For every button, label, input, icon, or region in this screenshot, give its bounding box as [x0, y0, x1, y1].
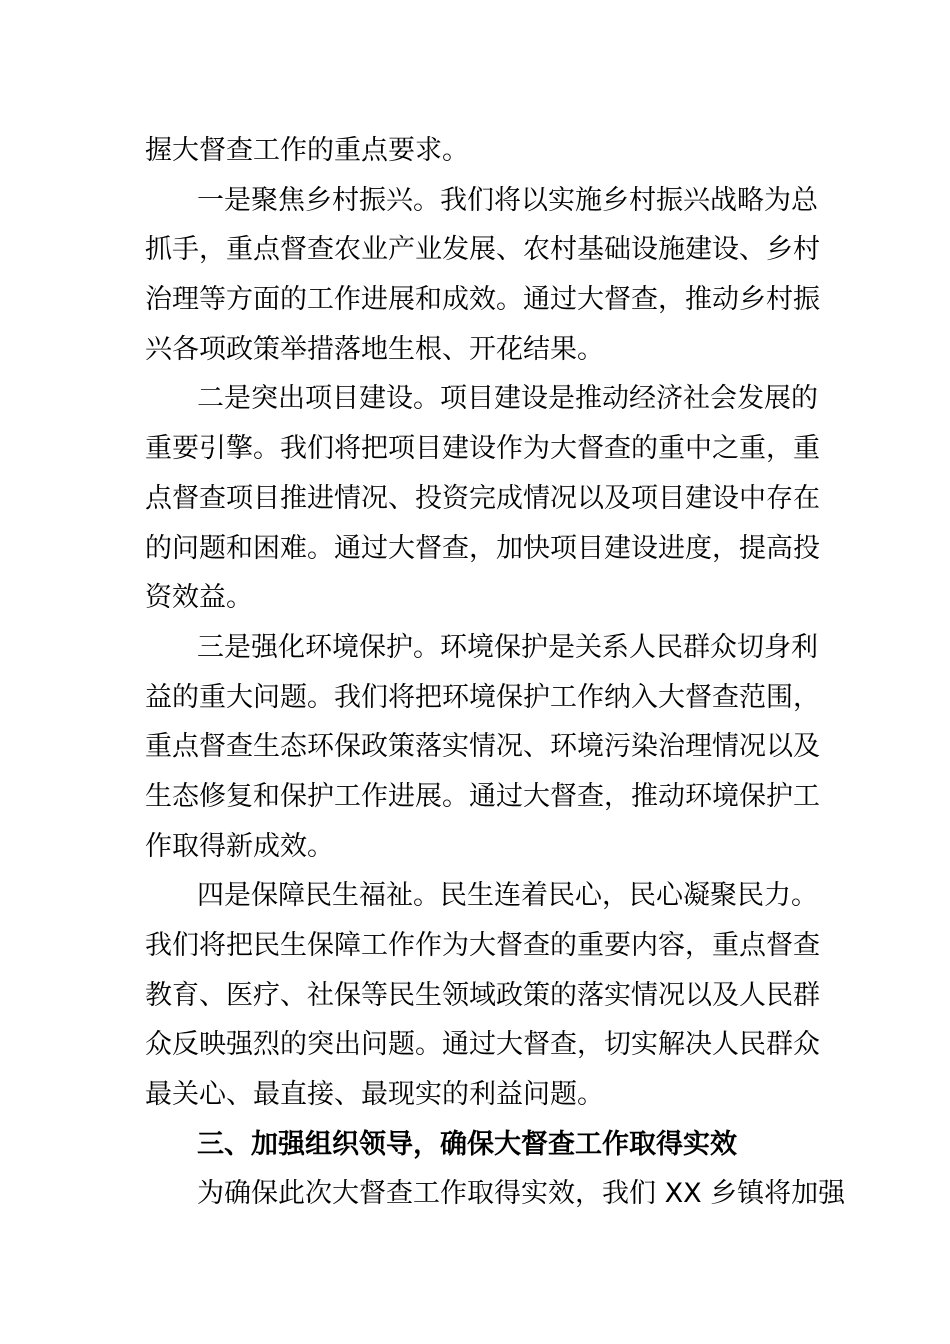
text-line: 教育、医疗、社保等民生领域政策的落实情况以及人民群 [145, 979, 820, 1011]
text-line: 众反映强烈的突出问题。通过大督查，切实解决人民群众 [145, 1029, 820, 1061]
text-line: 治理等方面的工作进展和成效。通过大督查，推动乡村振 [145, 284, 820, 316]
text-line: 重点督查生态环保政策落实情况、环境污染治理情况以及 [145, 731, 820, 763]
text-line: 最关心、最直接、最现实的利益问题。 [145, 1079, 604, 1111]
text-line: 兴各项政策举措落地生根、开花结果。 [145, 333, 604, 365]
paragraph-start-line: 三是强化环境保护。环境保护是关系人民群众切身利 [197, 631, 818, 663]
paragraph-start-line: 二是突出项目建设。项目建设是推动经济社会发展的 [197, 383, 818, 415]
paragraph-start-line: 一是聚焦乡村振兴。我们将以实施乡村振兴战略为总 [197, 184, 818, 216]
text-line: 益的重大问题。我们将把环境保护工作纳入大督查范围， [145, 681, 820, 713]
text-line: 握大督查工作的重点要求。 [145, 135, 469, 166]
section-heading: 三、加强组织领导，确保大督查工作取得实效 [197, 1128, 737, 1160]
text-line: 点督查项目推进情况、投资完成情况以及项目建设中存在 [145, 482, 820, 514]
paragraph-start-line: 为确保此次大督查工作取得实效，我们 XX 乡镇将加强 [197, 1178, 846, 1210]
text-line: 的问题和困难。通过大督查，加快项目建设进度，提高投 [145, 532, 820, 564]
document-body [145, 126, 846, 1219]
paragraph-start-line: 四是保障民生福祉。民生连着民心，民心凝聚民力。 [197, 880, 818, 912]
text-line: 生态修复和保护工作进展。通过大督查，推动环境保护工 [145, 780, 820, 812]
text-line: 作取得新成效。 [145, 830, 334, 862]
text-line: 抓手，重点督查农业产业发展、农村基础设施建设、乡村 [145, 234, 820, 266]
text-line: 重要引擎。我们将把项目建设作为大督查的重中之重，重 [145, 433, 820, 465]
text-line: 资效益。 [145, 582, 253, 614]
text-line: 我们将把民生保障工作作为大督查的重要内容，重点督查 [145, 930, 820, 961]
